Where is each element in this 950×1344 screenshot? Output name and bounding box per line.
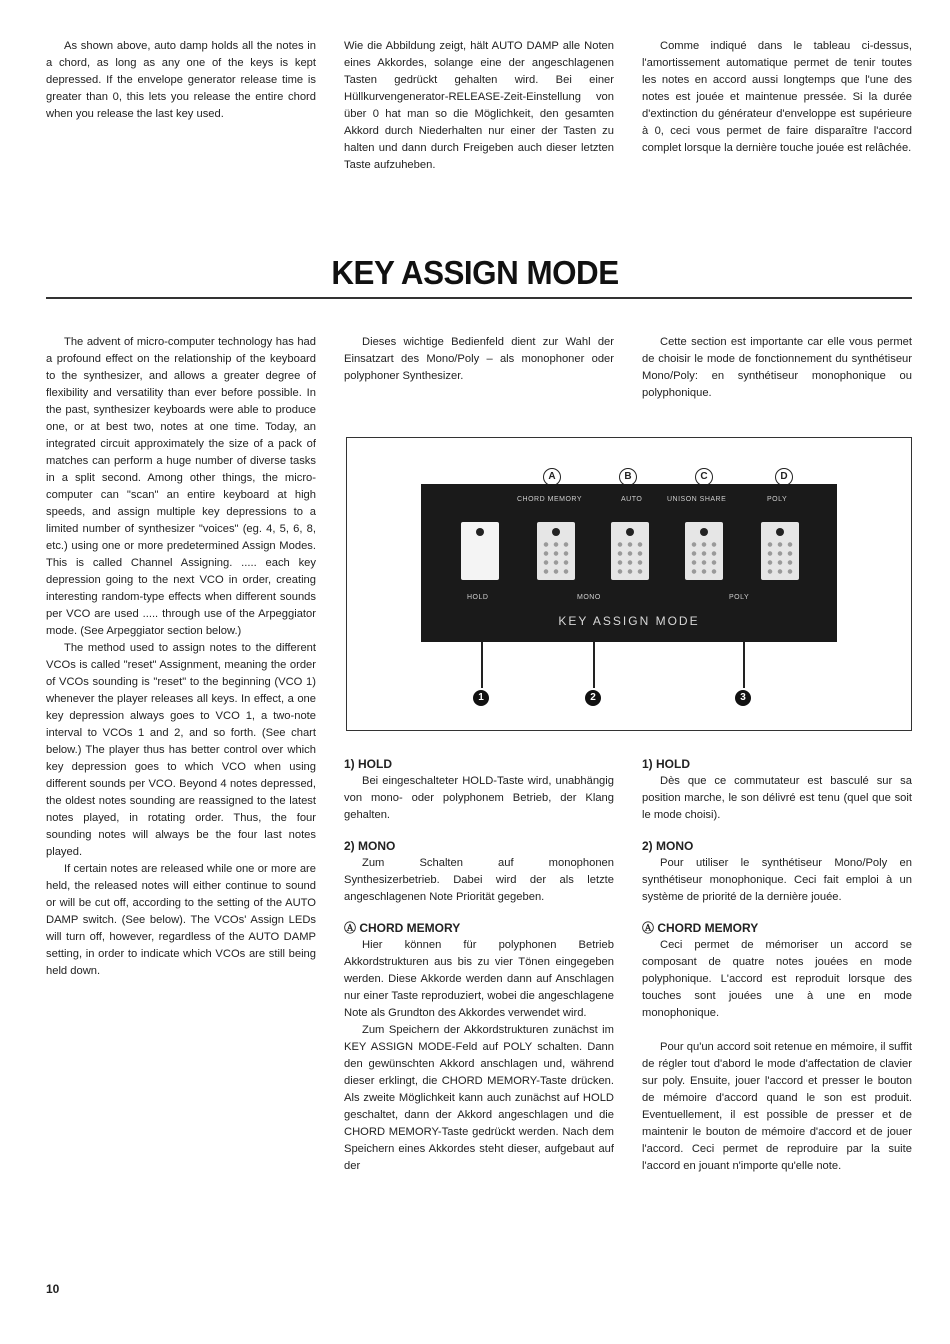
panel-title: KEY ASSIGN MODE <box>558 614 700 628</box>
heading: Ⓐ CHORD MEMORY <box>344 921 461 935</box>
label-poly-bottom: POLY <box>729 594 750 601</box>
paragraph: Wie die Abbildung zeigt, hält AUTO DAMP alle Noten eines Akkordes, solange eine der angeschlagenen Tasten gedrückt gehalten wird. Bei einer Hüllkurvengenerator-RELEASE-Zeit-Einstellung von über 0 hat man so die Möglichkeit, den gesamten Akkord durch Niederhalten nur einer der Tasten zu halten und dann durch Freigeben auch dieser letzten Taste aufzuheben. <box>344 40 614 171</box>
led-icon <box>476 528 484 536</box>
callout-b: B <box>619 468 637 486</box>
callout-a: A <box>543 468 561 486</box>
paragraph: Cette section est importante car elle vous permet de choisir le mode de fonctionnement du synthétiseur Mono/Poly: en synthétiseur monophonique ou polyphonique. <box>642 336 912 399</box>
paragraph: Pour utiliser le synthétiseur Mono/Poly en synthétiseur monophonique. Ceci fait emploi à un système de priorité de la dernière jouée. <box>642 857 912 903</box>
callout-c: C <box>695 468 713 486</box>
control-panel <box>421 484 837 642</box>
french-column <box>642 756 912 1189</box>
unison-button[interactable] <box>685 522 723 580</box>
callout-2: 2 <box>585 690 601 706</box>
paragraph: Pour qu'un accord soit retenue en mémoire, il suffit de régler tout d'abord le mode d'affectation de clavier sur poly. Ensuite, jouer l'accord et presser le bouton de mémoire d'accord quand le son est produit. Eventuellement, il est possible de presser et de maintenir le bouton de mémoire d'accord et de jouer l'accord. Ceci permet de reproduire par la suite l'accord en jouant n'importe qu'elle note. <box>642 1041 912 1172</box>
label-poly: POLY <box>767 496 788 503</box>
german-column <box>344 756 614 1189</box>
paragraph: Hier können für polyphonen Betrieb Akkordstrukturen aus bis zu vier Tönen eingegeben werden. Diese Akkorde werden dann auf Anschlagen nur einer Taste reproduziert, wobei die angeschlagene Note als Grundton des Akkordes verwendet wird. <box>344 939 614 1019</box>
paragraph: Dès que ce commutateur est basculé sur sa position marche, le son délivré est tenu (quel que soit le mode choisi). <box>642 775 912 821</box>
heading: Ⓐ CHORD MEMORY <box>642 921 759 935</box>
hold-button[interactable] <box>461 522 499 580</box>
section-mono <box>642 838 912 906</box>
led-icon <box>776 528 784 536</box>
callout-3: 3 <box>735 690 751 706</box>
page-number: 10 <box>46 1282 60 1296</box>
heading: 2) MONO <box>344 839 396 853</box>
section-title: KEY ASSIGN MODE <box>331 254 619 291</box>
section-mono <box>344 838 614 906</box>
heading: 1) HOLD <box>642 757 690 771</box>
callout-d: D <box>775 468 793 486</box>
paragraph: Dieses wichtige Bedienfeld dient zur Wahl der Einsatzart des Mono/Poly – als monophoner oder polyphoner Synthesizer. <box>344 336 614 382</box>
paragraph: If certain notes are released while one or more are held, the released notes will either continue to sound or will be cut off, according to the setting of the AUTO DAMP switch. (See below). The VCOs' Assign LEDs will turn off, however, regardless of the AUTO DAMP setting, in order to indicate which VCOs are still being held down. <box>46 863 316 977</box>
label-chord-memory: CHORD MEMORY <box>517 496 582 503</box>
key-assign-panel-figure <box>346 437 912 731</box>
intro-fr <box>642 38 912 157</box>
intro-de <box>344 38 614 174</box>
led-icon <box>700 528 708 536</box>
label-mono: MONO <box>577 594 601 601</box>
section-chord-memory <box>642 920 912 1175</box>
led-icon <box>552 528 560 536</box>
poly-button[interactable] <box>761 522 799 580</box>
paragraph: Comme indiqué dans le tableau ci-dessus, l'amortissement automatique permet de tenir toutes les notes en accord aussi longtemps que l'une des notes est jouée et maintenue pressée. Si la durée d'extinction du générateur d'enveloppe est supérieure à 0, ceci vous permet de faire disparaître l'accord complet lorsque la dernière touche jouée est relâchée. <box>642 40 912 154</box>
section-hold <box>344 756 614 824</box>
title-rule <box>46 297 912 299</box>
paragraph: Zum Speichern der Akkordstrukturen zunächst im KEY ASSIGN MODE-Feld auf POLY schalten. Dann den gewünschten Akkord anschlagen und, während dieser erklingt, die CHORD MEMORY-Taste drücken. Als zweite Möglichkeit kann auch zunächst auf HOLD geschaltet, dann der Akkord angeschlagen und die CHORD MEMORY-Taste gedrückt werden. Nach dem Speichern eines Akkordes steht dieser, aufgebaut auf der <box>344 1024 614 1172</box>
auto-button[interactable] <box>611 522 649 580</box>
section-chord-memory <box>344 920 614 1175</box>
callout-1: 1 <box>473 690 489 706</box>
paragraph: The advent of micro-computer technology has had a profound effect on the relationship of the keyboard to the synthesizer, and allows a greater degree of flexibility and versatility than ever before possible. In the past, synthesizer keyboards were able to produce one, or at best two, notes at one time. Today, an integrated circuit approximately the size of a pack of matches can perform a huge number of diverse tasks in a split second. Among other things, the micro-computer can "scan" an entire keyboard at high speeds, and assign multiple key depressions to a limited number of synthesizer "voices" (eg. 4, 5, 6, 8, etc.) using one or more predetermined Assign Modes. This is called Channel Assigning. ..... each key depression going to the next VCO in order, creating interesting random-type effects when different sounds per VCO are used ..... through use of the Arpeggiator mode. (See Arpeggiator section below.) <box>46 336 316 637</box>
section-hold <box>642 756 912 824</box>
paragraph: Ceci permet de mémoriser un accord se composant de quatre notes jouées en mode polyphonique. L'accord est reproduit lorsque des touches sont jouées une à une en mode monophonique. <box>642 939 912 1019</box>
paragraph: The method used to assign notes to the different VCOs is called "reset" Assignment, meaning the order of VCOs sounding is "reset" to the beginning (VCO 1) whenever the player releases all keys. In effect, a one key depression always goes to VCO 1, a two-note interval to VCOs 1 and 2, and so forth. (See chart below.) The player thus has better control over which key depression goes to which VCO when using different sounds per VCO. Beyond 4 notes depressed, the oldest notes sounding are reassigned to the latest notes played, in rotating order. Thus, the four sounding notes will always be the four last notes played. <box>46 642 316 858</box>
heading: 2) MONO <box>642 839 694 853</box>
label-hold: HOLD <box>467 594 489 601</box>
label-auto: AUTO <box>621 496 643 503</box>
label-unison: UNISON SHARE <box>667 496 727 503</box>
led-icon <box>626 528 634 536</box>
intro-en <box>46 38 316 123</box>
mono-button[interactable] <box>537 522 575 580</box>
intro-fr-2 <box>642 334 912 402</box>
paragraph: As shown above, auto damp holds all the notes in a chord, as long as any one of the keys is kept depressed. If the envelope generator release time is greater than 0, this lets you release the entire chord when you release the last key used. <box>46 40 316 120</box>
intro-de-2 <box>344 334 614 385</box>
english-column <box>46 334 316 980</box>
heading: 1) HOLD <box>344 757 392 771</box>
paragraph: Bei eingeschalteter HOLD-Taste wird, unabhängig von mono- oder polyphonem Betrieb, der Klang gehalten. <box>344 775 614 821</box>
paragraph: Zum Schalten auf monophonen Synthesizerbetrieb. Dabei wird der als letzte angeschlagenen Note Priorität gegeben. <box>344 857 614 903</box>
